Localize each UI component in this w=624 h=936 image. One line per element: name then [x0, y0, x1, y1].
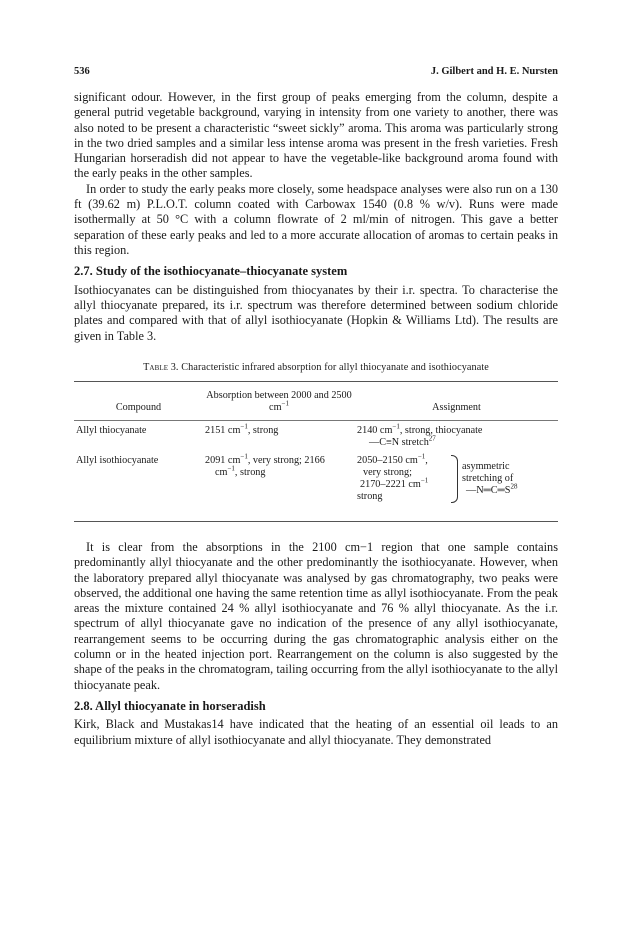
row2-left-line2: very strong;	[363, 466, 412, 478]
page-number: 536	[74, 66, 90, 77]
row1-absorption	[203, 420, 355, 451]
row2-absorption	[203, 451, 355, 522]
table-label: Table 3.	[143, 361, 179, 373]
row2-left-value3: 2170–2221 cm	[360, 478, 421, 490]
section-heading-2-8: 2.8. Allyl thiocyanate in horseradish	[74, 698, 266, 713]
row1-compound: Allyl thiocyanate	[76, 424, 147, 436]
table-row	[74, 420, 558, 451]
row2-right-formula: —N═C═S	[466, 484, 511, 496]
row1-assign-desc: , strong, thiocyanate	[399, 424, 483, 436]
row2-assign-right	[462, 455, 517, 503]
row2-left-sup3: −1	[420, 476, 429, 485]
header-absorption-line2	[205, 399, 353, 414]
row2-left-line1	[357, 452, 449, 467]
row2-abs-sup2: −1	[227, 464, 235, 473]
section-2-7-text: Isothiocyanates can be distinguished from thiocyanates by their i.r. spectra. To characterise the allyl thiocyanate prepared, its i.r. spectrum was therefore determined between sodium chloride plates and compared with that of allyl isothiocyanate (Hopkin & Williams Ltd). The results are given in Table 3.	[74, 282, 558, 343]
row1-assign-line1	[357, 422, 556, 437]
running-authors: J. Gilbert and H. E. Nursten	[430, 66, 558, 77]
row2-right-line1: asymmetric	[462, 460, 510, 472]
row2-left-value1: 2050–2150 cm	[357, 454, 418, 466]
row2-right-line3	[462, 482, 518, 497]
row2-left-comma: ,	[425, 454, 428, 466]
paragraph-headspace: In order to study the early peaks more closely, some headspace analyses were also run on a 130 ft (39.62 m) P.L.O.T. column coated with Carbowax 1540 (0.8 % w/v). Runs were made isothermally at 50 °C with a column flowrate of 2 ml/min of nitrogen. This gave a better separation of these early peaks and led to a more accurate allocation of aromas to certain peaks in this region.	[74, 181, 558, 257]
running-header	[74, 66, 558, 82]
table-row	[74, 451, 558, 522]
row2-compound: Allyl isothiocyanate	[76, 454, 159, 466]
brace-glyph	[451, 455, 458, 503]
row2-abs-desc2: , strong	[234, 466, 266, 478]
row2-left-line4: strong	[357, 490, 383, 502]
row1-abs-desc: , strong	[247, 424, 279, 436]
row1-ref: 27	[428, 434, 436, 443]
row2-left-sup1: −1	[417, 452, 426, 461]
header-assignment: Assignment	[355, 381, 558, 420]
header-unit-sup: −1	[281, 399, 289, 408]
row2-assign-left	[357, 452, 449, 503]
row2-right-line2: stretching of	[462, 472, 514, 484]
page	[74, 66, 558, 748]
header-compound: Compound	[74, 381, 203, 420]
row1-assign-line2	[357, 434, 556, 449]
row1-abs-value: 2151 cm	[205, 424, 241, 436]
header-absorption-line1: Absorption between 2000 and 2500	[206, 389, 352, 401]
table-header-row	[74, 381, 558, 420]
row2-left-line3	[357, 476, 449, 491]
row2-assignment	[355, 451, 558, 522]
row2-brace-group	[357, 452, 556, 503]
row2-abs-sup1: −1	[240, 452, 248, 461]
row1-assign-value: 2140 cm	[357, 424, 393, 436]
row1-assign-sup: −1	[392, 422, 400, 431]
row2-abs-unit2: cm	[215, 466, 228, 478]
section-2-8-text: Kirk, Black and Mustakas14 have indicated that the heating of an essential oil leads to an equilibrium mixture of allyl isothiocyanate and allyl thiocyanate. They demonstrated	[74, 717, 558, 747]
row1-assignment	[355, 420, 558, 451]
header-absorption	[203, 381, 355, 420]
table-caption	[74, 362, 558, 373]
paragraph-analysis: It is clear from the absorptions in the 2100 cm−1 region that one sample contains predominantly allyl thiocyanate and the other predominantly the isothiocyanate. However, when the laboratory prepared allyl thiocyanate was analysed by gas chromatography, two peaks were observed, the additional one having the same retention time as allyl isothiocyanate. From the peak areas the mixture contained 24 % allyl isothiocyanate and 76 % allyl thiocyanate. As the i.r. spectrum of allyl thiocyanate gave no indication of the presence of any allyl isothiocyanate, rearrangement seems to be occurring during the gas chromatographic analysis either on the column or in the heated injection port. Rearrangement on the column is also suggested by the shape of the peaks in the chromatogram, tailing occurring from the allyl isothiocyanate to the allyl thiocyanate peak.	[74, 539, 558, 692]
paragraph-continued: significant odour. However, in the first group of peaks emerging from the column, despite a general putrid vegetable background, varying in intensity from one variety to another, there was also noted to be present a characteristic “sweet sickly” aroma. This aroma was particularly strong in the two dried samples and a similar less intense aroma was present in the fresh varieties. Fresh Hungarian horseradish did not appear to have the vegetable-like background aroma found with the early peaks in the other samples.	[74, 90, 558, 181]
row2-abs-desc1: , very strong; 2166	[247, 454, 325, 466]
row1-abs-sup: −1	[240, 422, 248, 431]
table-caption-text: Characteristic infrared absorption for allyl thiocyanate and isothiocyanate	[181, 361, 489, 373]
header-unit: cm	[269, 401, 282, 413]
row2-abs-value1: 2091 cm	[205, 454, 241, 466]
row2-right-ref: 28	[510, 482, 518, 491]
row2-abs-line2	[205, 464, 353, 479]
row1-assign-stretch: —C≡N stretch	[369, 436, 429, 448]
section-heading-2-7: 2.7. Study of the isothiocyanate–thiocyanate system	[74, 264, 348, 279]
table-3	[74, 381, 558, 522]
